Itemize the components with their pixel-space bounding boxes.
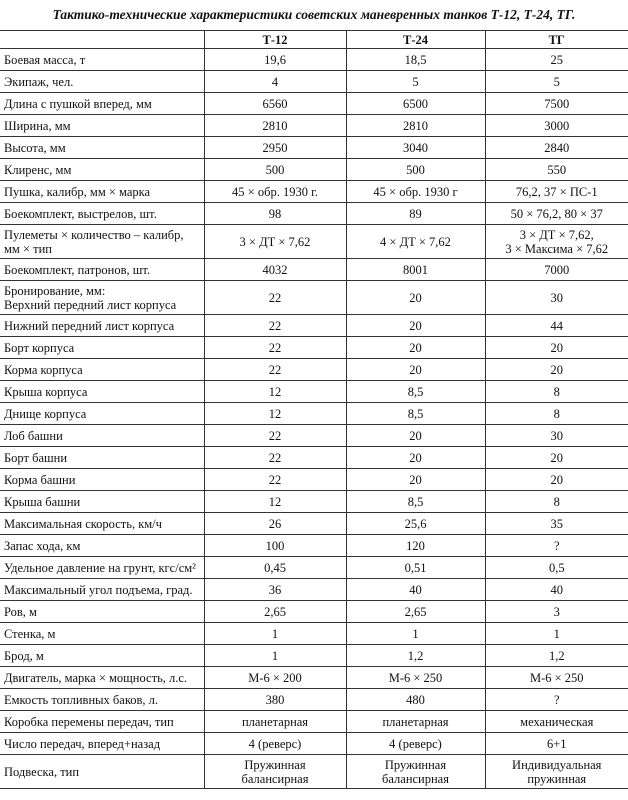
cell-tg: 7500: [485, 93, 628, 115]
table-row: [0, 259, 628, 281]
row-label: Корма корпуса: [0, 359, 204, 381]
table-row: [0, 159, 628, 181]
table-row: [0, 689, 628, 711]
row-label: Стенка, м: [0, 623, 204, 645]
cell-t24: 8,5: [346, 381, 485, 403]
table-row: [0, 513, 628, 535]
table-row: [0, 359, 628, 381]
row-label: Высота, мм: [0, 137, 204, 159]
cell-t24: 20: [346, 315, 485, 337]
cell-t12: 45 × обр. 1930 г.: [204, 181, 346, 203]
cell-t12: 22: [204, 425, 346, 447]
cell-tg: 1,2: [485, 645, 628, 667]
cell-tg: 20: [485, 337, 628, 359]
row-label: Пулеметы × количество – калибр, мм × тип: [0, 225, 204, 259]
cell-t24: 0,51: [346, 557, 485, 579]
cell-tg: ?: [485, 689, 628, 711]
cell-t24: 45 × обр. 1930 г: [346, 181, 485, 203]
table-row: [0, 137, 628, 159]
cell-t12: 4: [204, 71, 346, 93]
cell-t24: 20: [346, 425, 485, 447]
table-row: [0, 667, 628, 689]
row-label: Боекомплект, выстрелов, шт.: [0, 203, 204, 225]
row-label: Двигатель, марка × мощность, л.с.: [0, 667, 204, 689]
cell-t12: 500: [204, 159, 346, 181]
cell-tg: 3000: [485, 115, 628, 137]
cell-t12: 1: [204, 623, 346, 645]
cell-t12: 100: [204, 535, 346, 557]
cell-t12: планетарная: [204, 711, 346, 733]
cell-t12: 380: [204, 689, 346, 711]
cell-t24: 25,6: [346, 513, 485, 535]
cell-t24: планетарная: [346, 711, 485, 733]
cell-tg: 30: [485, 281, 628, 315]
header-row: [0, 31, 628, 49]
table-row: [0, 535, 628, 557]
cell-t12: Пружинная балансирная: [204, 755, 346, 789]
table-title: Тактико-технические характеристики советских маневренных танков Т-12, Т-24, ТГ.: [0, 0, 628, 31]
row-label: Запас хода, км: [0, 535, 204, 557]
table-row: [0, 755, 628, 789]
cell-t24: 2810: [346, 115, 485, 137]
row-label: Длина с пушкой вперед, мм: [0, 93, 204, 115]
cell-t24: 2,65: [346, 601, 485, 623]
cell-t24: 89: [346, 203, 485, 225]
cell-t24: 8,5: [346, 403, 485, 425]
row-label: Емкость топливных баков, л.: [0, 689, 204, 711]
table-row: [0, 645, 628, 667]
cell-tg: 8: [485, 491, 628, 513]
table-row: [0, 403, 628, 425]
table-row: [0, 315, 628, 337]
cell-t24: 5: [346, 71, 485, 93]
cell-t24: 4 × ДТ × 7,62: [346, 225, 485, 259]
cell-tg: 7000: [485, 259, 628, 281]
table-row: [0, 181, 628, 203]
cell-tg: 5: [485, 71, 628, 93]
table-row: [0, 281, 628, 315]
cell-t12: 12: [204, 403, 346, 425]
row-label: Нижний передний лист корпуса: [0, 315, 204, 337]
cell-t24: 20: [346, 281, 485, 315]
row-label: Днище корпуса: [0, 403, 204, 425]
row-label: Боевая масса, т: [0, 49, 204, 71]
cell-t12: 4 (реверс): [204, 733, 346, 755]
cell-tg: механическая: [485, 711, 628, 733]
row-label: Ров, м: [0, 601, 204, 623]
cell-tg: 40: [485, 579, 628, 601]
cell-tg: ?: [485, 535, 628, 557]
cell-tg: 20: [485, 359, 628, 381]
table-row: [0, 93, 628, 115]
cell-t24: 1,2: [346, 645, 485, 667]
cell-tg: 35: [485, 513, 628, 535]
row-label: Число передач, вперед+назад: [0, 733, 204, 755]
row-label: Ширина, мм: [0, 115, 204, 137]
table-row: [0, 425, 628, 447]
row-label: Крыша корпуса: [0, 381, 204, 403]
cell-t24: 8,5: [346, 491, 485, 513]
cell-t12: 22: [204, 447, 346, 469]
cell-t12: 2,65: [204, 601, 346, 623]
cell-t12: 22: [204, 337, 346, 359]
cell-t24: 20: [346, 359, 485, 381]
cell-t12: 2810: [204, 115, 346, 137]
cell-t24: М-6 × 250: [346, 667, 485, 689]
table-row: [0, 491, 628, 513]
cell-t12: 22: [204, 315, 346, 337]
cell-t24: 18,5: [346, 49, 485, 71]
table-row: [0, 711, 628, 733]
cell-t24: 3040: [346, 137, 485, 159]
cell-tg: М-6 × 250: [485, 667, 628, 689]
cell-tg: 76,2, 37 × ПС-1: [485, 181, 628, 203]
cell-tg: 50 × 76,2, 80 × 37: [485, 203, 628, 225]
row-label: Экипаж, чел.: [0, 71, 204, 93]
row-label: Клиренс, мм: [0, 159, 204, 181]
table-row: [0, 381, 628, 403]
cell-t24: 4 (реверс): [346, 733, 485, 755]
cell-t12: 2950: [204, 137, 346, 159]
header-cell-parameter: [0, 31, 204, 49]
cell-t12: 22: [204, 359, 346, 381]
row-label: Удельное давление на грунт, кгс/см²: [0, 557, 204, 579]
row-label: Максимальная скорость, км/ч: [0, 513, 204, 535]
cell-t12: 12: [204, 381, 346, 403]
row-label: Боекомплект, патронов, шт.: [0, 259, 204, 281]
cell-tg: 3 × ДТ × 7,62, 3 × Максима × 7,62: [485, 225, 628, 259]
cell-tg: 6+1: [485, 733, 628, 755]
cell-tg: 44: [485, 315, 628, 337]
table-row: [0, 115, 628, 137]
header-cell-tg: ТГ: [485, 31, 628, 49]
table-row: [0, 733, 628, 755]
cell-t24: 120: [346, 535, 485, 557]
cell-tg: 1: [485, 623, 628, 645]
table-row: [0, 225, 628, 259]
table-row: [0, 203, 628, 225]
cell-tg: Индивидуальная пружинная: [485, 755, 628, 789]
row-label: Бронирование, мм: Верхний передний лист корпуса: [0, 281, 204, 315]
row-label: Лоб башни: [0, 425, 204, 447]
table-row: [0, 49, 628, 71]
cell-t24: 40: [346, 579, 485, 601]
cell-t12: 26: [204, 513, 346, 535]
cell-t24: 20: [346, 469, 485, 491]
header-cell-t12: Т-12: [204, 31, 346, 49]
row-label: Подвеска, тип: [0, 755, 204, 789]
cell-t12: 19,6: [204, 49, 346, 71]
row-label: Коробка перемены передач, тип: [0, 711, 204, 733]
cell-t12: 36: [204, 579, 346, 601]
row-label: Максимальный угол подъема, град.: [0, 579, 204, 601]
cell-tg: 20: [485, 469, 628, 491]
cell-tg: 25: [485, 49, 628, 71]
cell-t12: 4032: [204, 259, 346, 281]
table-row: [0, 447, 628, 469]
cell-tg: 2840: [485, 137, 628, 159]
row-label: Брод, м: [0, 645, 204, 667]
cell-t12: 22: [204, 281, 346, 315]
table-row: [0, 557, 628, 579]
cell-t12: 3 × ДТ × 7,62: [204, 225, 346, 259]
cell-t12: 6560: [204, 93, 346, 115]
header-cell-t24: Т-24: [346, 31, 485, 49]
cell-t24: 1: [346, 623, 485, 645]
cell-t24: 8001: [346, 259, 485, 281]
table-row: [0, 579, 628, 601]
table-row: [0, 71, 628, 93]
specs-table: [0, 30, 628, 789]
cell-t24: 6500: [346, 93, 485, 115]
cell-t12: 12: [204, 491, 346, 513]
cell-tg: 20: [485, 447, 628, 469]
cell-tg: 0,5: [485, 557, 628, 579]
cell-t12: 1: [204, 645, 346, 667]
table-row: [0, 469, 628, 491]
table-row: [0, 337, 628, 359]
cell-t12: 98: [204, 203, 346, 225]
table-row: [0, 601, 628, 623]
cell-t12: 0,45: [204, 557, 346, 579]
cell-t24: 500: [346, 159, 485, 181]
cell-tg: 550: [485, 159, 628, 181]
table-row: [0, 623, 628, 645]
cell-tg: 8: [485, 403, 628, 425]
row-label: Борт башни: [0, 447, 204, 469]
cell-t12: М-6 × 200: [204, 667, 346, 689]
cell-t24: Пружинная балансирная: [346, 755, 485, 789]
cell-t24: 480: [346, 689, 485, 711]
cell-tg: 8: [485, 381, 628, 403]
row-label: Крыша башни: [0, 491, 204, 513]
table-body: [0, 49, 628, 789]
cell-t24: 20: [346, 337, 485, 359]
cell-t24: 20: [346, 447, 485, 469]
row-label: Корма башни: [0, 469, 204, 491]
cell-tg: 3: [485, 601, 628, 623]
cell-t12: 22: [204, 469, 346, 491]
cell-tg: 30: [485, 425, 628, 447]
row-label: Пушка, калибр, мм × марка: [0, 181, 204, 203]
row-label: Борт корпуса: [0, 337, 204, 359]
